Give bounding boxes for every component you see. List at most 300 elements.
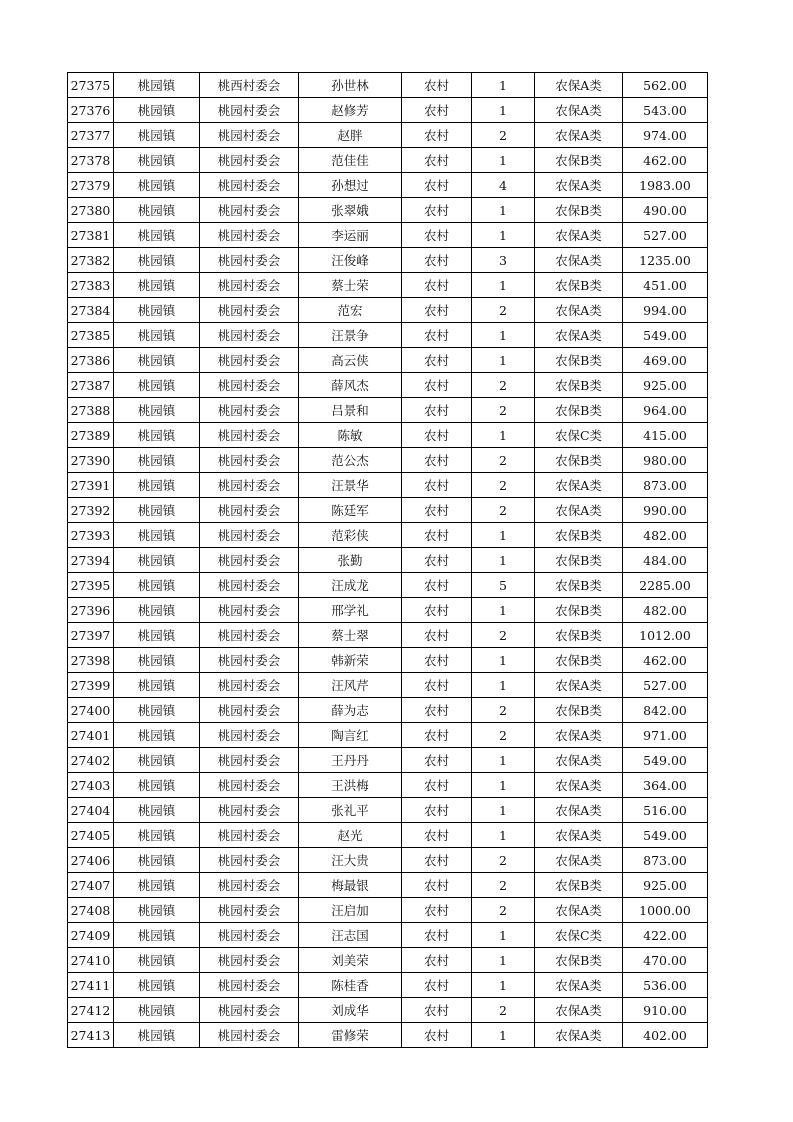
area-type-cell: 农村 — [402, 1023, 472, 1048]
village-committee-cell: 桃园村委会 — [200, 548, 299, 573]
record-id-cell: 27387 — [68, 373, 114, 398]
area-type-cell: 农村 — [402, 123, 472, 148]
insurance-category-cell: 农保B类 — [535, 573, 623, 598]
town-cell: 桃园镇 — [114, 823, 200, 848]
household-size-cell: 1 — [472, 948, 535, 973]
table-row — [68, 948, 708, 973]
amount-cell: 925.00 — [623, 873, 708, 898]
amount-cell: 470.00 — [623, 948, 708, 973]
insurance-category-cell: 农保A类 — [535, 823, 623, 848]
amount-cell: 484.00 — [623, 548, 708, 573]
amount-cell: 549.00 — [623, 823, 708, 848]
household-size-cell: 1 — [472, 98, 535, 123]
area-type-cell: 农村 — [402, 798, 472, 823]
table-row — [68, 623, 708, 648]
household-size-cell: 2 — [472, 698, 535, 723]
household-size-cell: 1 — [472, 748, 535, 773]
table-row — [68, 748, 708, 773]
recipient-name-cell: 李运丽 — [299, 223, 402, 248]
insurance-category-cell: 农保B类 — [535, 648, 623, 673]
amount-cell: 422.00 — [623, 923, 708, 948]
insurance-category-cell: 农保A类 — [535, 1023, 623, 1048]
village-committee-cell: 桃园村委会 — [200, 823, 299, 848]
village-committee-cell: 桃园村委会 — [200, 573, 299, 598]
insurance-category-cell: 农保A类 — [535, 223, 623, 248]
insurance-category-cell: 农保A类 — [535, 773, 623, 798]
recipient-name-cell: 雷修荣 — [299, 1023, 402, 1048]
insurance-category-cell: 农保A类 — [535, 498, 623, 523]
amount-cell: 980.00 — [623, 448, 708, 473]
area-type-cell: 农村 — [402, 198, 472, 223]
record-id-cell: 27400 — [68, 698, 114, 723]
insurance-category-cell: 农保A类 — [535, 123, 623, 148]
amount-cell: 990.00 — [623, 498, 708, 523]
table-row — [68, 598, 708, 623]
amount-cell: 516.00 — [623, 798, 708, 823]
record-id-cell: 27408 — [68, 898, 114, 923]
insurance-category-cell: 农保A类 — [535, 848, 623, 873]
recipient-name-cell: 陈廷军 — [299, 498, 402, 523]
record-id-cell: 27413 — [68, 1023, 114, 1048]
village-committee-cell: 桃园村委会 — [200, 98, 299, 123]
area-type-cell: 农村 — [402, 98, 472, 123]
record-id-cell: 27405 — [68, 823, 114, 848]
amount-cell: 994.00 — [623, 298, 708, 323]
insurance-category-cell: 农保C类 — [535, 923, 623, 948]
insurance-category-cell: 农保A类 — [535, 73, 623, 98]
village-committee-cell: 桃园村委会 — [200, 848, 299, 873]
village-committee-cell: 桃园村委会 — [200, 398, 299, 423]
insurance-category-cell: 农保C类 — [535, 423, 623, 448]
area-type-cell: 农村 — [402, 998, 472, 1023]
town-cell: 桃园镇 — [114, 623, 200, 648]
area-type-cell: 农村 — [402, 973, 472, 998]
insurance-category-cell: 农保A类 — [535, 973, 623, 998]
village-committee-cell: 桃园村委会 — [200, 923, 299, 948]
record-id-cell: 27382 — [68, 248, 114, 273]
insurance-category-cell: 农保B类 — [535, 398, 623, 423]
table-row — [68, 548, 708, 573]
amount-cell: 415.00 — [623, 423, 708, 448]
recipient-name-cell: 汪俊峰 — [299, 248, 402, 273]
town-cell: 桃园镇 — [114, 973, 200, 998]
town-cell: 桃园镇 — [114, 123, 200, 148]
recipient-name-cell: 刘美荣 — [299, 948, 402, 973]
table-row — [68, 998, 708, 1023]
record-id-cell: 27412 — [68, 998, 114, 1023]
insurance-category-cell: 农保A类 — [535, 473, 623, 498]
household-size-cell: 4 — [472, 173, 535, 198]
village-committee-cell: 桃园村委会 — [200, 248, 299, 273]
village-committee-cell: 桃园村委会 — [200, 873, 299, 898]
table-row — [68, 423, 708, 448]
table-row — [68, 873, 708, 898]
area-type-cell: 农村 — [402, 248, 472, 273]
table-row — [68, 673, 708, 698]
amount-cell: 469.00 — [623, 348, 708, 373]
amount-cell: 925.00 — [623, 373, 708, 398]
record-id-cell: 27384 — [68, 298, 114, 323]
record-id-cell: 27390 — [68, 448, 114, 473]
town-cell: 桃园镇 — [114, 348, 200, 373]
area-type-cell: 农村 — [402, 473, 472, 498]
recipient-name-cell: 汪启加 — [299, 898, 402, 923]
town-cell: 桃园镇 — [114, 498, 200, 523]
recipient-name-cell: 范宏 — [299, 298, 402, 323]
roster-body — [68, 73, 708, 1048]
household-size-cell: 2 — [472, 848, 535, 873]
area-type-cell: 农村 — [402, 948, 472, 973]
record-id-cell: 27376 — [68, 98, 114, 123]
insurance-category-cell: 农保A类 — [535, 173, 623, 198]
amount-cell: 402.00 — [623, 1023, 708, 1048]
village-committee-cell: 桃园村委会 — [200, 123, 299, 148]
record-id-cell: 27403 — [68, 773, 114, 798]
area-type-cell: 农村 — [402, 723, 472, 748]
record-id-cell: 27401 — [68, 723, 114, 748]
area-type-cell: 农村 — [402, 373, 472, 398]
amount-cell: 2285.00 — [623, 573, 708, 598]
area-type-cell: 农村 — [402, 348, 472, 373]
insurance-category-cell: 农保A类 — [535, 323, 623, 348]
record-id-cell: 27399 — [68, 673, 114, 698]
area-type-cell: 农村 — [402, 548, 472, 573]
town-cell: 桃园镇 — [114, 598, 200, 623]
insurance-category-cell: 农保A类 — [535, 248, 623, 273]
amount-cell: 873.00 — [623, 848, 708, 873]
town-cell: 桃园镇 — [114, 848, 200, 873]
area-type-cell: 农村 — [402, 423, 472, 448]
amount-cell: 482.00 — [623, 523, 708, 548]
household-size-cell: 1 — [472, 223, 535, 248]
town-cell: 桃园镇 — [114, 148, 200, 173]
household-size-cell: 2 — [472, 998, 535, 1023]
table-row — [68, 773, 708, 798]
amount-cell: 1000.00 — [623, 898, 708, 923]
insurance-category-cell: 农保A类 — [535, 998, 623, 1023]
household-size-cell: 1 — [472, 423, 535, 448]
recipient-name-cell: 汪景华 — [299, 473, 402, 498]
amount-cell: 974.00 — [623, 123, 708, 148]
recipient-name-cell: 王丹丹 — [299, 748, 402, 773]
household-size-cell: 1 — [472, 273, 535, 298]
town-cell: 桃园镇 — [114, 548, 200, 573]
village-committee-cell: 桃园村委会 — [200, 773, 299, 798]
village-committee-cell: 桃园村委会 — [200, 898, 299, 923]
amount-cell: 462.00 — [623, 648, 708, 673]
amount-cell: 527.00 — [623, 223, 708, 248]
insurance-category-cell: 农保B类 — [535, 623, 623, 648]
village-committee-cell: 桃园村委会 — [200, 798, 299, 823]
insurance-category-cell: 农保A类 — [535, 748, 623, 773]
table-row — [68, 973, 708, 998]
household-size-cell: 1 — [472, 1023, 535, 1048]
village-committee-cell: 桃园村委会 — [200, 598, 299, 623]
town-cell: 桃园镇 — [114, 298, 200, 323]
household-size-cell: 1 — [472, 198, 535, 223]
town-cell: 桃园镇 — [114, 98, 200, 123]
table-row — [68, 148, 708, 173]
table-row — [68, 223, 708, 248]
record-id-cell: 27377 — [68, 123, 114, 148]
town-cell: 桃园镇 — [114, 323, 200, 348]
household-size-cell: 2 — [472, 398, 535, 423]
town-cell: 桃园镇 — [114, 223, 200, 248]
recipient-name-cell: 薛风杰 — [299, 373, 402, 398]
insurance-category-cell: 农保B类 — [535, 523, 623, 548]
village-committee-cell: 桃园村委会 — [200, 523, 299, 548]
area-type-cell: 农村 — [402, 923, 472, 948]
town-cell: 桃园镇 — [114, 798, 200, 823]
amount-cell: 1235.00 — [623, 248, 708, 273]
village-committee-cell: 桃园村委会 — [200, 198, 299, 223]
area-type-cell: 农村 — [402, 698, 472, 723]
recipient-name-cell: 邢学礼 — [299, 598, 402, 623]
insurance-category-cell: 农保A类 — [535, 298, 623, 323]
table-row — [68, 123, 708, 148]
record-id-cell: 27389 — [68, 423, 114, 448]
household-size-cell: 2 — [472, 298, 535, 323]
record-id-cell: 27383 — [68, 273, 114, 298]
table-row — [68, 723, 708, 748]
village-committee-cell: 桃园村委会 — [200, 1023, 299, 1048]
record-id-cell: 27394 — [68, 548, 114, 573]
village-committee-cell: 桃西村委会 — [200, 73, 299, 98]
recipient-name-cell: 王洪梅 — [299, 773, 402, 798]
amount-cell: 1983.00 — [623, 173, 708, 198]
household-size-cell: 2 — [472, 898, 535, 923]
area-type-cell: 农村 — [402, 823, 472, 848]
household-size-cell: 3 — [472, 248, 535, 273]
area-type-cell: 农村 — [402, 223, 472, 248]
household-size-cell: 1 — [472, 673, 535, 698]
table-row — [68, 373, 708, 398]
town-cell: 桃园镇 — [114, 923, 200, 948]
area-type-cell: 农村 — [402, 298, 472, 323]
insurance-category-cell: 农保B类 — [535, 373, 623, 398]
recipient-name-cell: 刘成华 — [299, 998, 402, 1023]
village-committee-cell: 桃园村委会 — [200, 473, 299, 498]
table-row — [68, 173, 708, 198]
amount-cell: 451.00 — [623, 273, 708, 298]
amount-cell: 873.00 — [623, 473, 708, 498]
table-row — [68, 98, 708, 123]
town-cell: 桃园镇 — [114, 73, 200, 98]
assistance-roster-table — [67, 72, 708, 1048]
area-type-cell: 农村 — [402, 848, 472, 873]
record-id-cell: 27379 — [68, 173, 114, 198]
household-size-cell: 1 — [472, 923, 535, 948]
town-cell: 桃园镇 — [114, 273, 200, 298]
table-row — [68, 273, 708, 298]
recipient-name-cell: 范佳佳 — [299, 148, 402, 173]
record-id-cell: 27410 — [68, 948, 114, 973]
village-committee-cell: 桃园村委会 — [200, 673, 299, 698]
town-cell: 桃园镇 — [114, 448, 200, 473]
village-committee-cell: 桃园村委会 — [200, 148, 299, 173]
recipient-name-cell: 张翠娥 — [299, 198, 402, 223]
area-type-cell: 农村 — [402, 623, 472, 648]
household-size-cell: 1 — [472, 148, 535, 173]
area-type-cell: 农村 — [402, 148, 472, 173]
record-id-cell: 27396 — [68, 598, 114, 623]
village-committee-cell: 桃园村委会 — [200, 498, 299, 523]
amount-cell: 364.00 — [623, 773, 708, 798]
recipient-name-cell: 孙想过 — [299, 173, 402, 198]
area-type-cell: 农村 — [402, 573, 472, 598]
record-id-cell: 27407 — [68, 873, 114, 898]
household-size-cell: 1 — [472, 773, 535, 798]
record-id-cell: 27375 — [68, 73, 114, 98]
insurance-category-cell: 农保A类 — [535, 673, 623, 698]
table-row — [68, 523, 708, 548]
recipient-name-cell: 吕景和 — [299, 398, 402, 423]
record-id-cell: 27380 — [68, 198, 114, 223]
table-row — [68, 73, 708, 98]
recipient-name-cell: 赵修芳 — [299, 98, 402, 123]
amount-cell: 910.00 — [623, 998, 708, 1023]
area-type-cell: 农村 — [402, 523, 472, 548]
table-row — [68, 298, 708, 323]
record-id-cell: 27411 — [68, 973, 114, 998]
household-size-cell: 1 — [472, 823, 535, 848]
town-cell: 桃园镇 — [114, 248, 200, 273]
recipient-name-cell: 范彩侠 — [299, 523, 402, 548]
area-type-cell: 农村 — [402, 398, 472, 423]
town-cell: 桃园镇 — [114, 573, 200, 598]
household-size-cell: 2 — [472, 873, 535, 898]
recipient-name-cell: 汪志国 — [299, 923, 402, 948]
table-row — [68, 248, 708, 273]
village-committee-cell: 桃园村委会 — [200, 323, 299, 348]
insurance-category-cell: 农保A类 — [535, 98, 623, 123]
recipient-name-cell: 梅最银 — [299, 873, 402, 898]
table-row — [68, 448, 708, 473]
recipient-name-cell: 蔡士荣 — [299, 273, 402, 298]
table-row — [68, 898, 708, 923]
recipient-name-cell: 薛为志 — [299, 698, 402, 723]
table-row — [68, 698, 708, 723]
town-cell: 桃园镇 — [114, 873, 200, 898]
village-committee-cell: 桃园村委会 — [200, 273, 299, 298]
insurance-category-cell: 农保B类 — [535, 273, 623, 298]
area-type-cell: 农村 — [402, 323, 472, 348]
record-id-cell: 27378 — [68, 148, 114, 173]
recipient-name-cell: 汪景争 — [299, 323, 402, 348]
record-id-cell: 27393 — [68, 523, 114, 548]
household-size-cell: 2 — [472, 473, 535, 498]
town-cell: 桃园镇 — [114, 748, 200, 773]
insurance-category-cell: 农保A类 — [535, 798, 623, 823]
table-row — [68, 198, 708, 223]
recipient-name-cell: 孙世林 — [299, 73, 402, 98]
table-row — [68, 1023, 708, 1048]
amount-cell: 562.00 — [623, 73, 708, 98]
record-id-cell: 27402 — [68, 748, 114, 773]
town-cell: 桃园镇 — [114, 423, 200, 448]
insurance-category-cell: 农保B类 — [535, 698, 623, 723]
town-cell: 桃园镇 — [114, 998, 200, 1023]
household-size-cell: 1 — [472, 323, 535, 348]
record-id-cell: 27404 — [68, 798, 114, 823]
town-cell: 桃园镇 — [114, 173, 200, 198]
household-size-cell: 1 — [472, 548, 535, 573]
record-id-cell: 27391 — [68, 473, 114, 498]
area-type-cell: 农村 — [402, 873, 472, 898]
town-cell: 桃园镇 — [114, 198, 200, 223]
area-type-cell: 农村 — [402, 773, 472, 798]
village-committee-cell: 桃园村委会 — [200, 423, 299, 448]
household-size-cell: 1 — [472, 523, 535, 548]
recipient-name-cell: 张勤 — [299, 548, 402, 573]
table-row — [68, 323, 708, 348]
insurance-category-cell: 农保B类 — [535, 598, 623, 623]
area-type-cell: 农村 — [402, 173, 472, 198]
amount-cell: 543.00 — [623, 98, 708, 123]
amount-cell: 549.00 — [623, 323, 708, 348]
village-committee-cell: 桃园村委会 — [200, 948, 299, 973]
amount-cell: 490.00 — [623, 198, 708, 223]
table-row — [68, 648, 708, 673]
village-committee-cell: 桃园村委会 — [200, 348, 299, 373]
area-type-cell: 农村 — [402, 898, 472, 923]
record-id-cell: 27409 — [68, 923, 114, 948]
record-id-cell: 27388 — [68, 398, 114, 423]
village-committee-cell: 桃园村委会 — [200, 648, 299, 673]
village-committee-cell: 桃园村委会 — [200, 698, 299, 723]
amount-cell: 462.00 — [623, 148, 708, 173]
area-type-cell: 农村 — [402, 648, 472, 673]
record-id-cell: 27397 — [68, 623, 114, 648]
household-size-cell: 1 — [472, 73, 535, 98]
area-type-cell: 农村 — [402, 598, 472, 623]
recipient-name-cell: 蔡士翠 — [299, 623, 402, 648]
area-type-cell: 农村 — [402, 73, 472, 98]
household-size-cell: 2 — [472, 623, 535, 648]
recipient-name-cell: 范公杰 — [299, 448, 402, 473]
household-size-cell: 2 — [472, 723, 535, 748]
household-size-cell: 5 — [472, 573, 535, 598]
household-size-cell: 1 — [472, 348, 535, 373]
area-type-cell: 农村 — [402, 673, 472, 698]
recipient-name-cell: 赵光 — [299, 823, 402, 848]
recipient-name-cell: 汪成龙 — [299, 573, 402, 598]
record-id-cell: 27406 — [68, 848, 114, 873]
record-id-cell: 27385 — [68, 323, 114, 348]
village-committee-cell: 桃园村委会 — [200, 298, 299, 323]
amount-cell: 482.00 — [623, 598, 708, 623]
record-id-cell: 27381 — [68, 223, 114, 248]
insurance-category-cell: 农保B类 — [535, 348, 623, 373]
village-committee-cell: 桃园村委会 — [200, 448, 299, 473]
area-type-cell: 农村 — [402, 273, 472, 298]
village-committee-cell: 桃园村委会 — [200, 373, 299, 398]
table-row — [68, 848, 708, 873]
area-type-cell: 农村 — [402, 748, 472, 773]
village-committee-cell: 桃园村委会 — [200, 748, 299, 773]
household-size-cell: 2 — [472, 498, 535, 523]
table-row — [68, 823, 708, 848]
recipient-name-cell: 张礼平 — [299, 798, 402, 823]
village-committee-cell: 桃园村委会 — [200, 623, 299, 648]
insurance-category-cell: 农保B类 — [535, 448, 623, 473]
record-id-cell: 27392 — [68, 498, 114, 523]
insurance-category-cell: 农保B类 — [535, 548, 623, 573]
household-size-cell: 2 — [472, 123, 535, 148]
household-size-cell: 2 — [472, 373, 535, 398]
household-size-cell: 1 — [472, 648, 535, 673]
table-row — [68, 348, 708, 373]
